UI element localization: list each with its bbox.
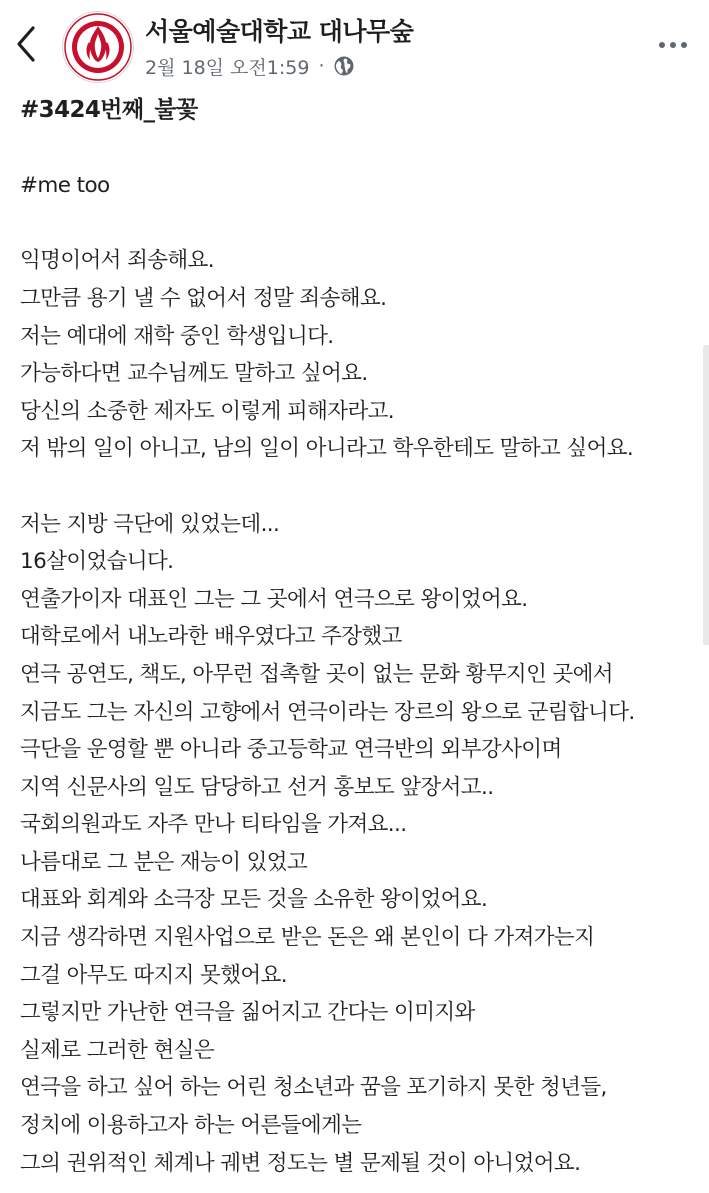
chevron-left-icon	[13, 24, 39, 64]
post-text-line: 대학로에서 내노라한 배우였다고 주장했고	[20, 624, 402, 650]
post-body	[20, 92, 690, 1182]
post-text-line: 지금도 그는 자신의 고향에서 연극이라는 장르의 왕으로 군림합니다.	[20, 699, 635, 725]
globe-icon	[333, 55, 355, 77]
post-text-line: 연극을 하고 싶어 하는 어린 청소년과 꿈을 포기하지 못한 청년들,	[20, 1075, 607, 1101]
post-text-line: 그의 권위적인 체계나 궤변 정도는 별 문제될 것이 아니었어요.	[20, 1150, 581, 1176]
meta-separator: ·	[318, 55, 325, 77]
post-text-line: 16살이었습니다.	[20, 549, 174, 575]
post-text-line: 극단을 운영할 뿐 아니라 중고등학교 연극반의 외부강사이며	[20, 737, 562, 763]
post-text-line: 익명이어서 죄송해요.	[20, 248, 214, 274]
post-text-line: 실제로 그러한 현실은	[20, 1037, 214, 1063]
post-text-line: 지역 신문사의 일도 담당하고 선거 홍보도 앞장서고..	[20, 774, 494, 800]
scroll-indicator[interactable]	[703, 345, 709, 645]
more-horizontal-icon-dot	[670, 42, 676, 48]
university-logo-icon	[63, 12, 133, 82]
post-text-line: 당신의 소중한 제자도 이렇게 피해자라고.	[20, 398, 395, 424]
post-text-line: 나름대로 그 분은 재능이 있었고	[20, 849, 308, 875]
avatar[interactable]	[62, 11, 134, 83]
post-text-line: 그렇지만 가난한 연극을 짊어지고 간다는 이미지와	[20, 1000, 475, 1026]
blank-line	[20, 205, 690, 243]
post-text-line: 대표와 회계와 소극장 모든 것을 소유한 왕이었어요.	[20, 887, 488, 913]
post-text-line: 저 밖의 일이 아니고, 남의 일이 아니라고 학우한테도 말하고 싶어요.	[20, 436, 634, 462]
post-header	[0, 0, 709, 90]
post-title-line: #3424번째_불꽃	[20, 97, 198, 123]
post-text-line: #me too	[20, 173, 110, 199]
post-text-line: 정치에 이용하고자 하는 어른들에게는	[20, 1113, 362, 1139]
blank-line	[20, 468, 690, 506]
post-text-line: 그만큼 용기 낼 수 없어서 정말 죄송해요.	[20, 285, 387, 311]
post-text-line: 저는 지방 극단에 있었는데...	[20, 511, 280, 537]
post-meta	[145, 53, 355, 79]
more-options-button[interactable]	[649, 30, 697, 60]
post-text-line: 가능하다면 교수님께도 말하고 싶어요.	[20, 361, 368, 387]
post-text-line: 국회의원과도 자주 만나 티타임을 가져요...	[20, 812, 407, 838]
more-horizontal-icon	[659, 42, 665, 48]
more-horizontal-icon-dot	[681, 42, 687, 48]
post-text-line: 연출가이자 대표인 그는 그 곳에서 연극으로 왕이었어요.	[20, 586, 528, 612]
post-text-line: 저는 예대에 재학 중인 학생입니다.	[20, 323, 334, 349]
blank-line	[20, 130, 690, 168]
post-text-line: 연극 공연도, 책도, 아무런 접촉할 곳이 없는 문화 황무지인 곳에서	[20, 661, 613, 687]
post-text-line: 지금 생각하면 지원사업으로 받은 돈은 왜 본인이 다 가져가는지	[20, 925, 595, 951]
post-timestamp[interactable]: 2월 18일 오전1:59	[145, 56, 310, 79]
post-text-line: 그걸 아무도 따지지 못했어요.	[20, 962, 287, 988]
back-button[interactable]	[8, 22, 44, 66]
page-name[interactable]: 서울예술대학교 대나무숲	[145, 17, 414, 46]
